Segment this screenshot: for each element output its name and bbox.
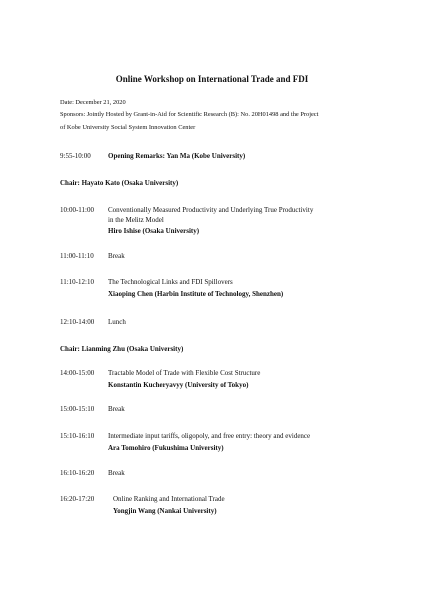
break-3-row [60, 469, 125, 478]
opening-text: Opening Remarks: Yan Ma (Kobe University) [108, 152, 246, 160]
session-1-row [60, 206, 313, 215]
session-1-title-line-2: in the Melitz Model [108, 216, 164, 224]
session-4-row [60, 432, 310, 441]
sponsors-line-2: of Kobe University Social System Innovation Center [60, 124, 196, 131]
session-3-title: Tractable Model of Trade with Flexible Cost Structure [108, 369, 261, 377]
lunch-text: Lunch [108, 318, 126, 326]
opening-remarks-row [60, 152, 245, 161]
lunch-row [60, 318, 126, 327]
session-2-title: The Technological Links and FDI Spillovers [108, 278, 233, 286]
session-5-title: Online Ranking and International Trade [113, 495, 225, 503]
session-3-row [60, 369, 260, 378]
break-1-row [60, 252, 125, 261]
session-5-time: 16:20-17:20 [60, 495, 95, 503]
session-4-title: Intermediate input tariffs, oligopoly, and free entry: theory and evidence [108, 432, 311, 440]
date-line: Date: December 21, 2020 [60, 99, 126, 106]
break-3-time: 16:10-16:20 [60, 469, 95, 477]
break-2-row [60, 405, 125, 414]
chair-2: Chair: Lianming Zhu (Osaka University) [60, 345, 184, 353]
session-5-row [60, 495, 225, 504]
break-2-text: Break [108, 405, 125, 413]
session-4-speaker: Ara Tomohiro (Fukushima University) [108, 444, 224, 452]
session-2-time: 11:10-12:10 [60, 278, 94, 286]
session-3-time: 14:00-15:00 [60, 369, 95, 377]
break-3-text: Break [108, 469, 125, 477]
opening-time: 9:55-10:00 [60, 152, 91, 160]
session-5-speaker: Yongjin Wang (Nankai University) [113, 507, 217, 515]
break-1-time: 11:00-11:10 [60, 252, 94, 260]
session-1-title-line-1: Conventionally Measured Productivity and Underlying True Productivity [108, 206, 314, 214]
session-1-speaker: Hiro Ishise (Osaka University) [108, 227, 200, 235]
session-2-row [60, 278, 233, 287]
break-1-text: Break [108, 252, 125, 260]
chair-1: Chair: Hayato Kato (Osaka University) [60, 179, 179, 187]
session-4-time: 15:10-16:10 [60, 432, 95, 440]
session-2-speaker: Xiaoping Chen (Harbin Institute of Technology, Shenzhen) [108, 290, 284, 298]
session-3-speaker: Konstantin Kucheryavyy (University of Tokyo) [108, 381, 249, 389]
session-1-time: 10:00-11:00 [60, 206, 94, 214]
break-2-time: 15:00-15:10 [60, 405, 95, 413]
workshop-title: Online Workshop on International Trade and FDI [115, 74, 309, 84]
sponsors-line-1: Sponsors: Jointly Hosted by Grant-in-Aid for Scientific Research (B): No. 20H01498 and the Project [60, 111, 319, 118]
lunch-time: 12:10-14:00 [60, 318, 95, 326]
